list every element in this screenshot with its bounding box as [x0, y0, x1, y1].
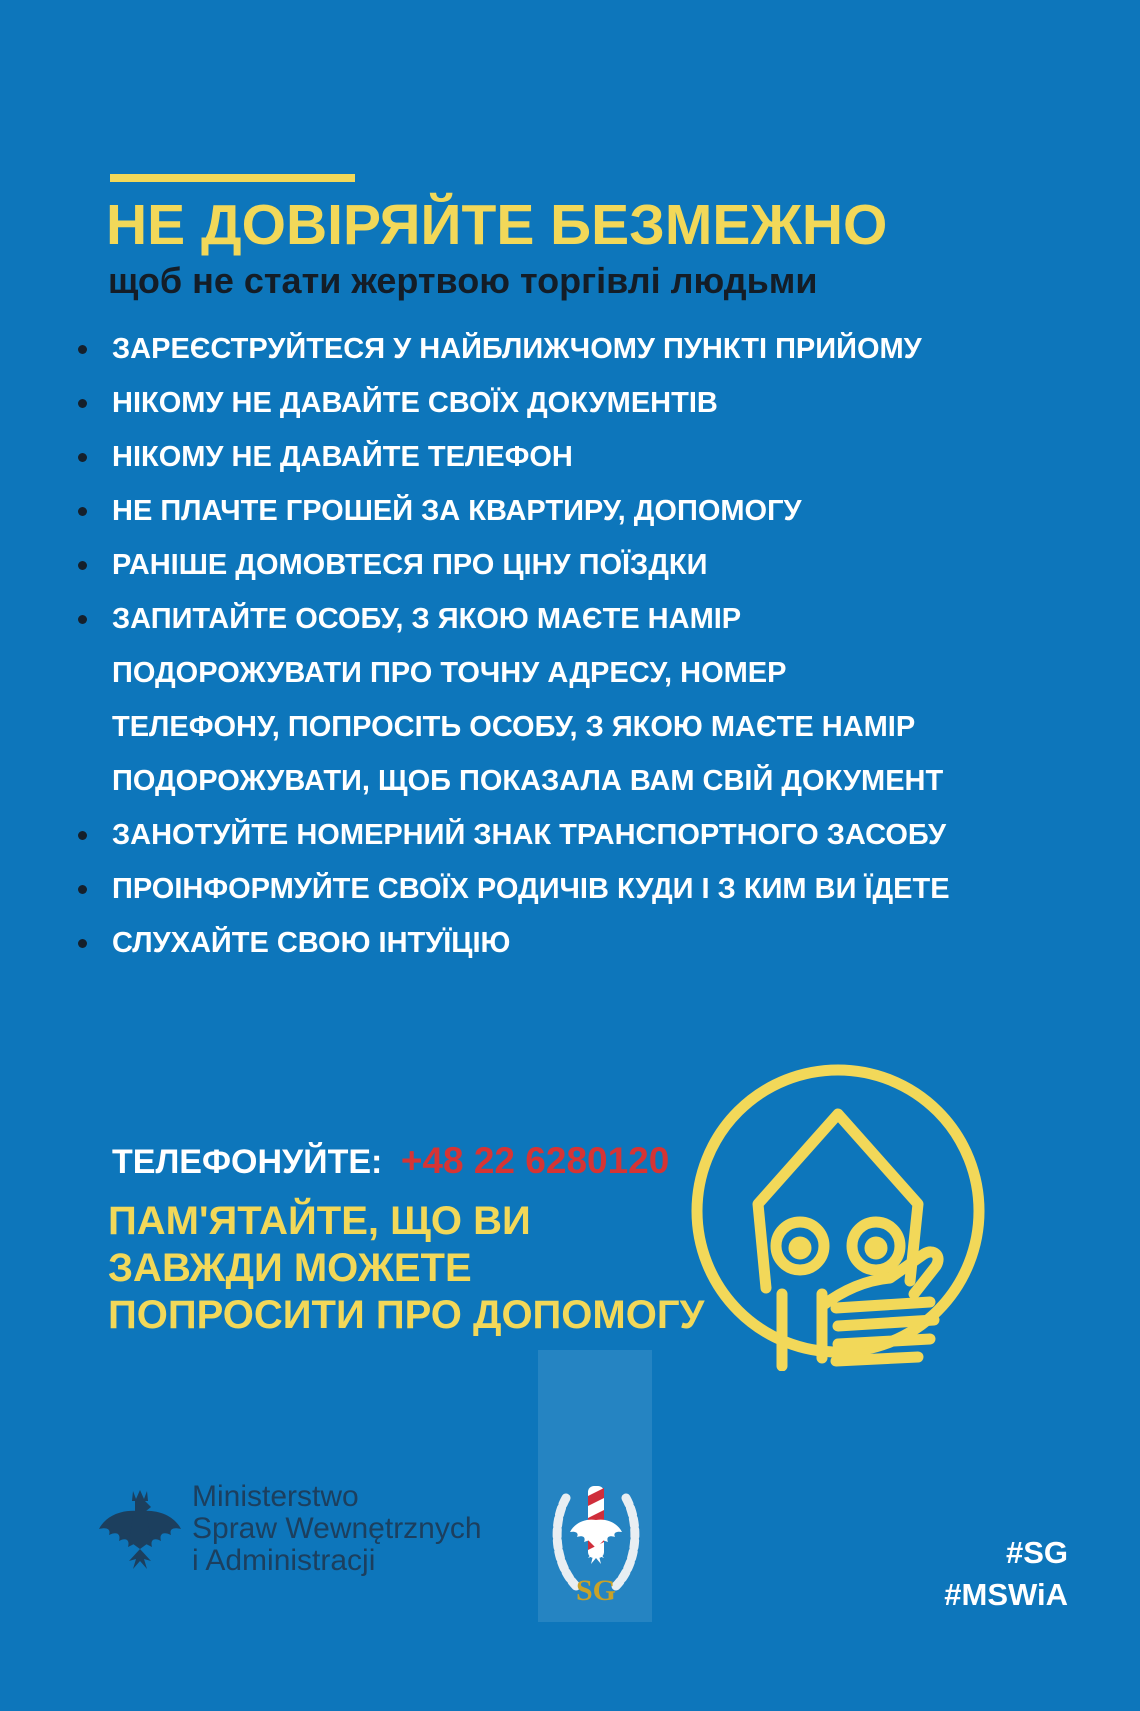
ministry-name	[192, 1481, 482, 1577]
border-guard-emblem	[546, 1478, 646, 1610]
ministry-name-line2: Spraw Wewnętrznych	[192, 1512, 482, 1545]
sg-letters: SG	[575, 1574, 617, 1607]
list-item: НЕ ПЛАЧТЕ ГРОШЕЙ ЗА КВАРТИРУ, ДОПОМОГУ	[76, 484, 960, 538]
list-item: ЗАНОТУЙТЕ НОМЕРНИЙ ЗНАК ТРАНСПОРТНОГО ЗАСОБУ	[76, 808, 960, 862]
hashtag-sg: #SG	[1005, 1535, 1068, 1570]
list-item: НІКОМУ НЕ ДАВАЙТЕ СВОЇХ ДОКУМЕНТІВ	[76, 376, 960, 430]
hashtags-block	[890, 1532, 1068, 1616]
page-title: НЕ ДОВІРЯЙТЕ БЕЗМЕЖНО	[106, 193, 888, 257]
hand-over-mouth-icon	[686, 1056, 994, 1371]
list-item: ЗАРЕЄСТРУЙТЕСЯ У НАЙБЛИЖЧОМУ ПУНКТІ ПРИЙОМУ	[76, 322, 960, 376]
tips-list	[76, 322, 960, 970]
list-item: ПРОІНФОРМУЙТЕ СВОЇХ РОДИЧІВ КУДИ І З КИМ ВИ ЇДЕТЕ	[76, 862, 960, 916]
list-item: НІКОМУ НЕ ДАВАЙТЕ ТЕЛЕФОН	[76, 430, 960, 484]
list-item: РАНІШЕ ДОМОВТЕСЯ ПРО ЦІНУ ПОЇЗДКИ	[76, 538, 960, 592]
phone-line	[112, 1140, 669, 1182]
polish-eagle-icon	[95, 1485, 185, 1577]
phone-number: +48 22 6280120	[400, 1140, 670, 1181]
ministry-name-line3: i Administracji	[192, 1544, 376, 1577]
reminder-text: ПАМ'ЯТАЙТЕ, ЩО ВИ ЗАВЖДИ МОЖЕТЕ ПОПРОСИТИ ПРО ДОПОМОГУ	[108, 1199, 705, 1337]
page-subtitle: щоб не стати жертвою торгівлі людьми	[108, 260, 818, 301]
phone-label: ТЕЛЕФОНУЙТЕ:	[112, 1143, 383, 1181]
list-item: СЛУХАЙТЕ СВОЮ ІНТУЇЦІЮ	[76, 916, 960, 970]
hashtag-mswia: #MSWiA	[944, 1577, 1068, 1612]
title-accent-dash	[110, 174, 355, 182]
list-item: ЗАПИТАЙТЕ ОСОБУ, З ЯКОЮ МАЄТЕ НАМІР ПОДОРОЖУВАТИ ПРО ТОЧНУ АДРЕСУ, НОМЕР ТЕЛЕФОНУ, ПОПРОСІТЬ ОСОБУ, З ЯКОЮ МАЄТЕ НАМІР ПОДОРОЖУВАТИ, ЩОБ ПОКАЗАЛА ВАМ СВІЙ ДОКУМЕНТ	[76, 592, 960, 808]
ministry-name-line1: Ministerstwo	[192, 1480, 359, 1513]
